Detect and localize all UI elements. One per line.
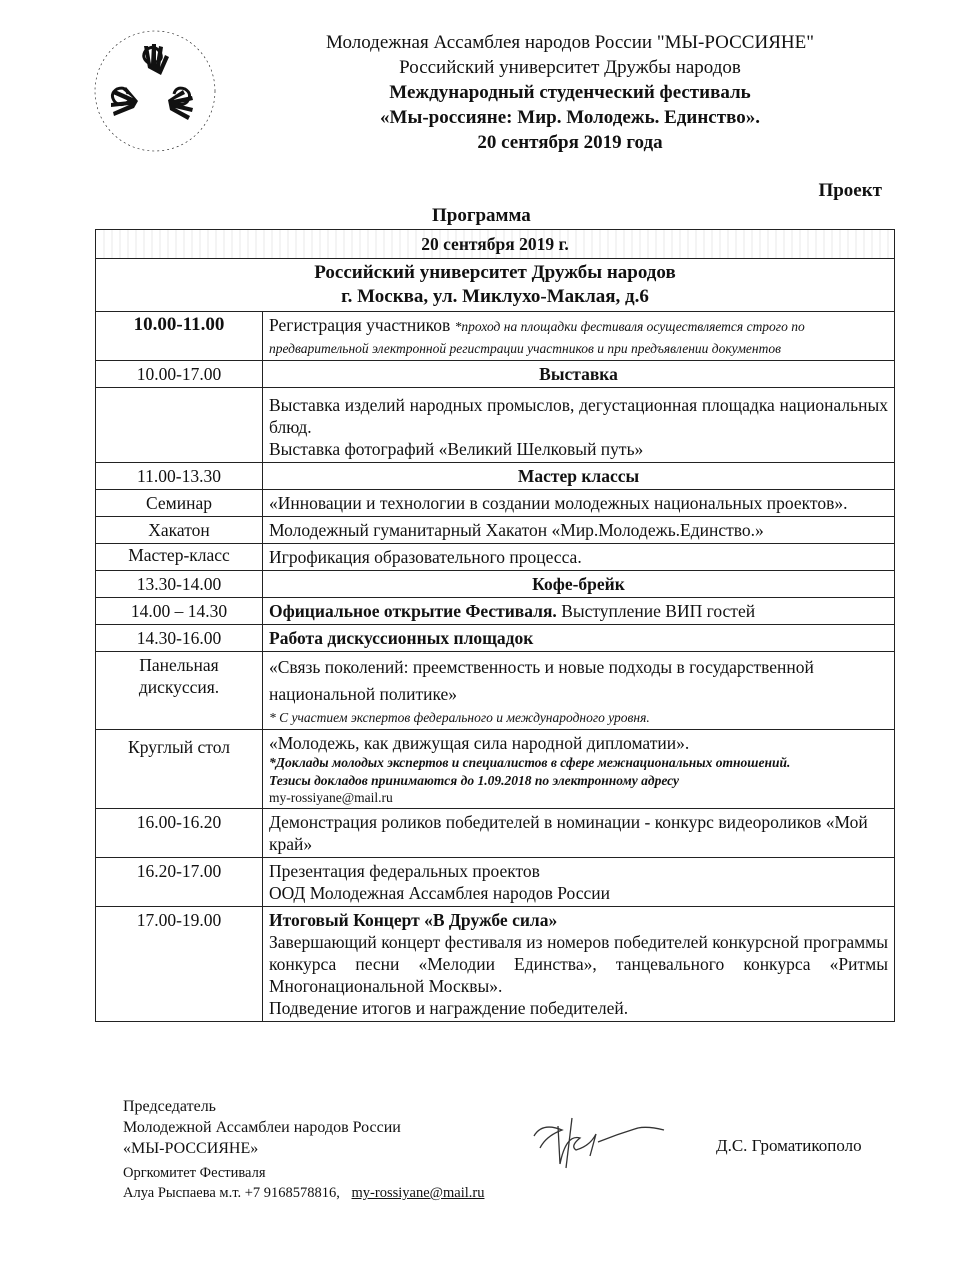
signer-name: Д.С. Громатикополо [716,1136,862,1155]
program-date: 20 сентября 2019 г. [96,230,895,259]
table-row [96,259,895,312]
table-row [96,730,895,809]
time-cell: 10.00-17.00 [96,361,263,388]
table-row [96,517,895,544]
contact-line [123,1183,484,1203]
time-cell: 10.00-11.00 [96,312,263,361]
photo-exhibition-text: Выставка фотографий «Великий Шелковый путь» [269,439,644,459]
time-cell: 16.20-17.00 [96,858,263,907]
panel-note: * С участием экспертов федерального и международного уровня. [269,710,650,725]
header-festival-name: «Мы-россияне: Мир. Молодежь. Единство». [380,107,760,128]
exhibition-details [263,388,895,463]
row-label: Панельная дискуссия. [96,652,263,730]
round-table-note: *Доклады молодых экспертов и специалистов в сфере межнациональных отношений. [269,755,791,770]
seminar-text: «Инновации и технологии в создании молодежных национальных проектов». [263,490,895,517]
header-university: Российский университет Дружбы народов [399,57,741,78]
venue [96,259,895,312]
registration-note: *проход на площадки фестиваля осуществляется строго по предварительной электронной регистрации участников и при предъявлении документов [269,319,805,356]
signature [528,1112,668,1176]
time-cell: 11.00-13.30 [96,463,263,490]
assembly-text: ООД Молодежная Ассамблея народов России [269,883,611,903]
panel-text: «Связь поколений: преемственность и новые подходы в государственной национальной политике» [269,657,814,704]
program-title: Программа [432,205,531,226]
table-row [96,544,895,571]
section-title: Кофе-брейк [263,571,895,598]
row-label: Хакатон [96,517,263,544]
concert-text: Завершающий концерт фестиваля из номеров победителей конкурсной программы конкурса песни «Мелодии Единства», танцевального конкурса «Ритмы Многонациональной Москвы». [269,932,888,996]
program-table [95,229,895,1022]
section-title: Выставка [263,361,895,388]
time-cell: 14.00 – 14.30 [96,598,263,625]
registration-title: Регистрация участников [269,315,451,335]
draft-label: Проект [818,180,882,201]
contact-email: my-rossiyane@mail.ru [269,790,393,805]
table-row [96,463,895,490]
document-header [250,30,890,155]
footer-email-link[interactable]: my-rossiyane@mail.ru [351,1185,485,1201]
time-cell [96,388,263,463]
round-table-text: «Молодежь, как движущая сила народной дипломатии». [269,733,690,753]
table-row [96,858,895,907]
hackathon-text: Молодежный гуманитарный Хакатон «Мир.Молодежь.Единство.» [263,517,895,544]
projects-cell [263,858,895,907]
footer [123,1096,484,1203]
round-table-deadline: Тезисы докладов принимаются до 1.09.2018 по электронному адресу [269,773,680,788]
section-title: Работа дискуссионных площадок [263,625,895,652]
venue-address: г. Москва, ул. Миклухо-Маклая, д.6 [341,286,649,307]
contact-person: Алуа Рыспаева м.т. +7 9168578816, [123,1185,340,1201]
table-row [96,598,895,625]
table-row [96,388,895,463]
venue-name: Российский университет Дружбы народов [314,262,676,283]
header-festival: Международный студенческий фестиваль [389,82,751,103]
time-cell: 16.00-16.20 [96,809,263,858]
master-class-text: Игрофикация образовательного процесса. [263,544,895,571]
row-label: Семинар [96,490,263,517]
opening-title: Официальное открытие Фестиваля. [269,601,557,621]
registration-cell [263,312,895,361]
table-row [96,625,895,652]
row-label: Круглый стол [96,730,263,809]
time-cell: 13.30-14.00 [96,571,263,598]
panel-discussion-cell [263,652,895,730]
videos-text: Демонстрация роликов победителей в номинации - конкурс видеороликов «Мой край» [263,809,895,858]
header-date: 20 сентября 2019 года [477,132,663,153]
table-row [96,230,895,259]
time-cell: 17.00-19.00 [96,907,263,1022]
table-row [96,571,895,598]
table-row [96,809,895,858]
table-row [96,490,895,517]
festival-logo [88,24,223,159]
org-committee-label: Оргкомитет Фестиваля [123,1165,266,1181]
table-row [96,907,895,1022]
concert-cell [263,907,895,1022]
projects-text: Презентация федеральных проектов [269,861,540,881]
table-row [96,312,895,361]
opening-text: Выступление ВИП гостей [556,601,756,621]
section-title: Мастер классы [263,463,895,490]
chairman-organization-name: «МЫ-РОССИЯНЕ» [123,1140,259,1157]
table-row [96,361,895,388]
exhibition-text: Выставка изделий народных промыслов, дегустационная площадка национальных блюд. [269,395,888,437]
round-table-cell [263,730,895,809]
chairman-organization: Молодежной Ассамблеи народов России [123,1119,401,1136]
row-label: Мастер-класс [96,544,263,571]
time-cell: 14.30-16.00 [96,625,263,652]
chairman-title: Председатель [123,1098,216,1115]
header-organization: Молодежная Ассамблея народов России "МЫ-РОССИЯНЕ" [326,32,814,53]
table-row [96,652,895,730]
concert-title: Итоговый Концерт «В Дружбе сила» [269,910,558,930]
awards-text: Подведение итогов и награждение победителей. [269,998,629,1018]
opening-cell [263,598,895,625]
